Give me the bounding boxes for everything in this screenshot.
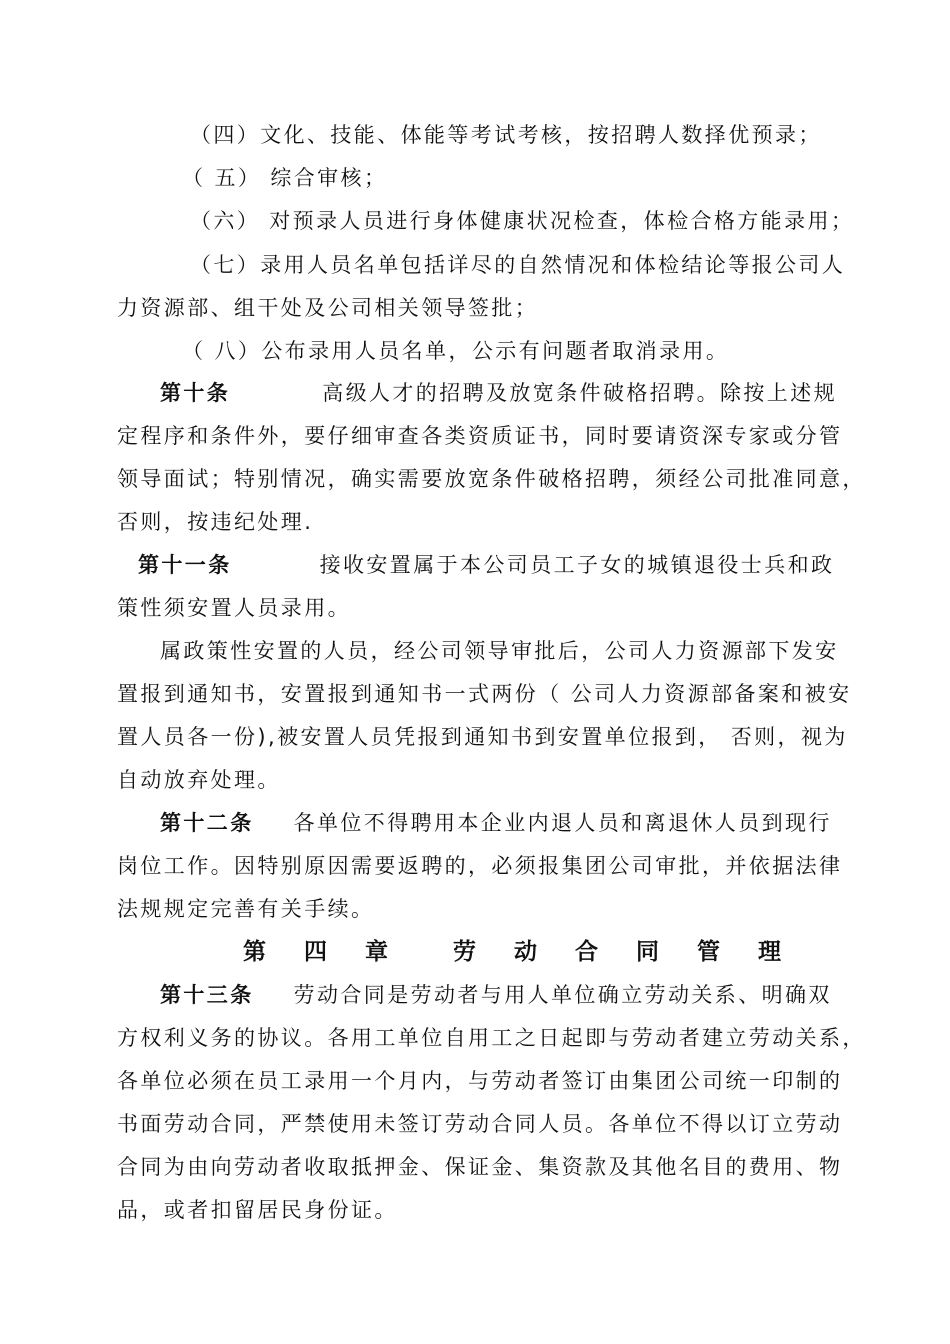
article-13-line-2: 方权利义务的协议。各用工单位自用工之日起即与劳动者建立劳动关系， [117,1026,866,1050]
item-8: （ 八）公布录用人员名单，公示有问题者取消录用。 [182,339,730,363]
article-10-line-4: 否则，按违纪处理. [117,510,314,534]
placement-line-3: 置人员各一份),被安置人员凭报到通知书到安置单位报到， 否则，视为 [117,725,848,749]
article-11-first-line [138,550,837,580]
article-10-first-line [160,378,837,408]
article-11-text: 接收安置属于本公司员工子女的城镇退役士兵和政 [319,553,835,577]
article-13-line-4: 书面劳动合同，严禁使用未签订劳动合同人员。各单位不得以订立劳动 [117,1112,843,1136]
item-7-cont: 力资源部、组干处及公司相关领导签批； [117,296,539,320]
article-12-text: 各单位不得聘用本企业内退人员和离退休人员到现行 [293,811,832,835]
article-11-label: 第十一条 [138,553,232,577]
article-12-label: 第十二条 [160,811,254,835]
chapter-heading [243,935,796,969]
placement-line-1: 属政策性安置的人员，经公司领导审批后，公司人力资源部下发安 [160,639,839,663]
item-5: （ 五） 综合审核； [182,166,388,190]
chapter-title: 劳 动 合 同 管 理 [453,939,797,965]
article-13-first-line [160,980,837,1010]
article-13-line-3: 各单位必须在员工录用一个月内，与劳动者签订由集团公司统一印制的 [117,1069,843,1093]
article-10-text: 高级人才的招聘及放宽条件破格招聘。除按上述规 [322,381,838,405]
article-10-label: 第十条 [160,381,231,405]
article-10-line-2: 定程序和条件外，要仔细审查各类资质证书，同时要请资深专家或分管 [117,424,843,448]
item-7: （七）录用人员名单包括详尽的自然情况和体检结论等报公司人 [190,253,846,277]
item-4: （四）文化、技能、体能等考试考核，按招聘人数择优预录； [190,123,822,147]
article-12-line-3: 法规规定完善有关手续。 [117,897,375,921]
article-13-text: 劳动合同是劳动者与用人单位确立劳动关系、明确双 [293,983,832,1007]
article-13-line-6: 品，或者扣留居民身份证。 [117,1198,398,1222]
item-6: （六） 对预录人员进行身体健康状况检查，体检合格方能录用； [190,209,855,233]
article-13-label: 第十三条 [160,983,254,1007]
article-11-line-2: 策性须安置人员录用。 [117,596,351,620]
article-10-line-3: 领导面试；特别情况，确实需要放宽条件破格招聘，须经公司批准同意， [117,467,866,491]
article-13-line-5: 合同为由向劳动者收取抵押金、保证金、集资款及其他名目的费用、物 [117,1155,843,1179]
placement-line-4: 自动放弃处理。 [117,768,281,792]
article-12-first-line [160,808,837,838]
chapter-number: 第 四 章 [243,939,404,965]
placement-line-2: 置报到通知书，安置报到通知书一式两份（ 公司人力资源部备案和被安 [117,682,852,706]
article-12-line-2: 岗位工作。因特别原因需要返聘的，必须报集团公司审批，并依据法律 [117,854,843,878]
